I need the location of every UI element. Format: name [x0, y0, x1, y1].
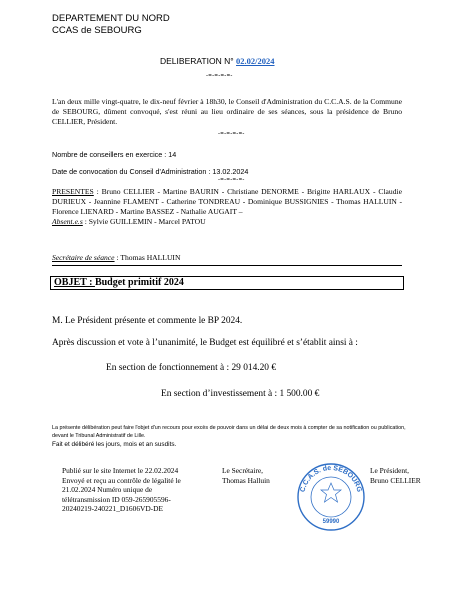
deliberation-label: DELIBERATION N°	[160, 56, 234, 66]
secretaire-title: Le Secrétaire,	[222, 466, 264, 475]
investissement-amount: En section d’investissement à : 1 500.00 €	[161, 389, 320, 399]
separator: -=-=-=-=-	[206, 73, 233, 79]
absents-line	[52, 217, 402, 227]
secretaire-signature	[222, 466, 270, 485]
svg-text:C.C.A.S. de SEBOURG	[299, 465, 362, 494]
publication-line: Publié sur le site Internet le 22.02.2024	[62, 466, 179, 475]
presents-label: PRESENTES	[52, 187, 94, 196]
legal-notice: La présente délibération peut faire l'objet d'un recours pour excès de pouvoir dans un délai de deux mois à compter de sa notification ou publication, devant le Tribunal Administratif de Lille.	[52, 425, 406, 439]
seal-text: C.C.A.S. de SEBOURG	[299, 464, 363, 493]
publication-line: 21.02.2024 Numéro unique de	[62, 485, 153, 495]
publication-info	[62, 466, 222, 514]
fait-line: Fait et délibéré les jours, mois et an susdits.	[52, 441, 177, 448]
absents-text: : Sylvie GUILLEMIN - Marcel PATOU	[82, 217, 206, 226]
objet-text: Budget primitif 2024	[94, 277, 184, 288]
intro-paragraph	[52, 97, 402, 127]
department-name: DEPARTEMENT DU NORD	[52, 13, 170, 24]
body-paragraph-2: Après discussion et vote à l’unanimité, le Budget est équilibré et s’établit ainsi à :	[52, 338, 358, 348]
objet-box	[50, 276, 404, 290]
conseillers-count: Nombre de conseillers en exercice : 14	[52, 150, 177, 159]
presents-text: : Bruno CELLIER - Martine BAURIN - Christiane DENORME - Brigitte HARLAUX - Claudie DURIEUX - Jeannine FLAMENT - Catherine TONDREAU - Dominique BUSSIGNIES - Thomas HALLUIN - Florence LIENARD - Martine BASSEZ - Nathalie AUGAIT –	[52, 187, 402, 216]
presents-line	[52, 187, 402, 217]
document-header	[52, 13, 170, 36]
intro-text: L'an deux mille vingt-quatre, le dix-neuf février à 18h30, le Conseil d'Administration du C.C.A.S. de la Commune de SEBOURG, dûment convoqué, s'est réuni au lieu ordinaire de ses séances, sous la présidence de Bruno CELLIER, Président.	[52, 97, 402, 126]
organization-name: CCAS de SEBOURG	[52, 24, 142, 36]
fonctionnement-amount: En section de fonctionnement à : 29 014.20 €	[106, 363, 277, 373]
body-paragraph-1: M. Le Président présente et commente le BP 2024.	[52, 316, 243, 326]
publication-line: Envoyé et reçu au contrôle de légalité le	[62, 475, 181, 485]
convocation-date: Date de convocation du Conseil d'Administration : 13.02.2024	[52, 167, 249, 176]
seal-code: 59990	[322, 519, 340, 525]
ccas-seal-stamp	[296, 462, 366, 532]
secretaire-line	[52, 253, 180, 262]
deliberation-number: 02.02/2024	[236, 56, 275, 66]
secretaire-text: : Thomas HALLUIN	[114, 253, 181, 262]
secretaire-name: Thomas Halluin	[222, 475, 270, 485]
absents-label: Absent.e.s	[52, 217, 83, 226]
publication-line: télétransmission ID 059-265905596-	[62, 494, 171, 504]
attendance-block	[52, 187, 402, 227]
deliberation-title	[160, 56, 275, 66]
star-icon	[321, 483, 341, 502]
president-signature	[370, 466, 421, 485]
president-name: Bruno CELLIER	[370, 475, 421, 485]
president-title: Le Président,	[370, 466, 409, 475]
publication-line: 20240219-240221_D1606VD-DE	[62, 504, 163, 514]
divider	[52, 265, 402, 266]
separator: -=-=-=-=-	[218, 177, 245, 183]
secretaire-label: Secrétaire de séance	[52, 253, 115, 262]
separator: -=-=-=-=-	[218, 131, 245, 137]
objet-label: OBJET :	[54, 277, 95, 288]
